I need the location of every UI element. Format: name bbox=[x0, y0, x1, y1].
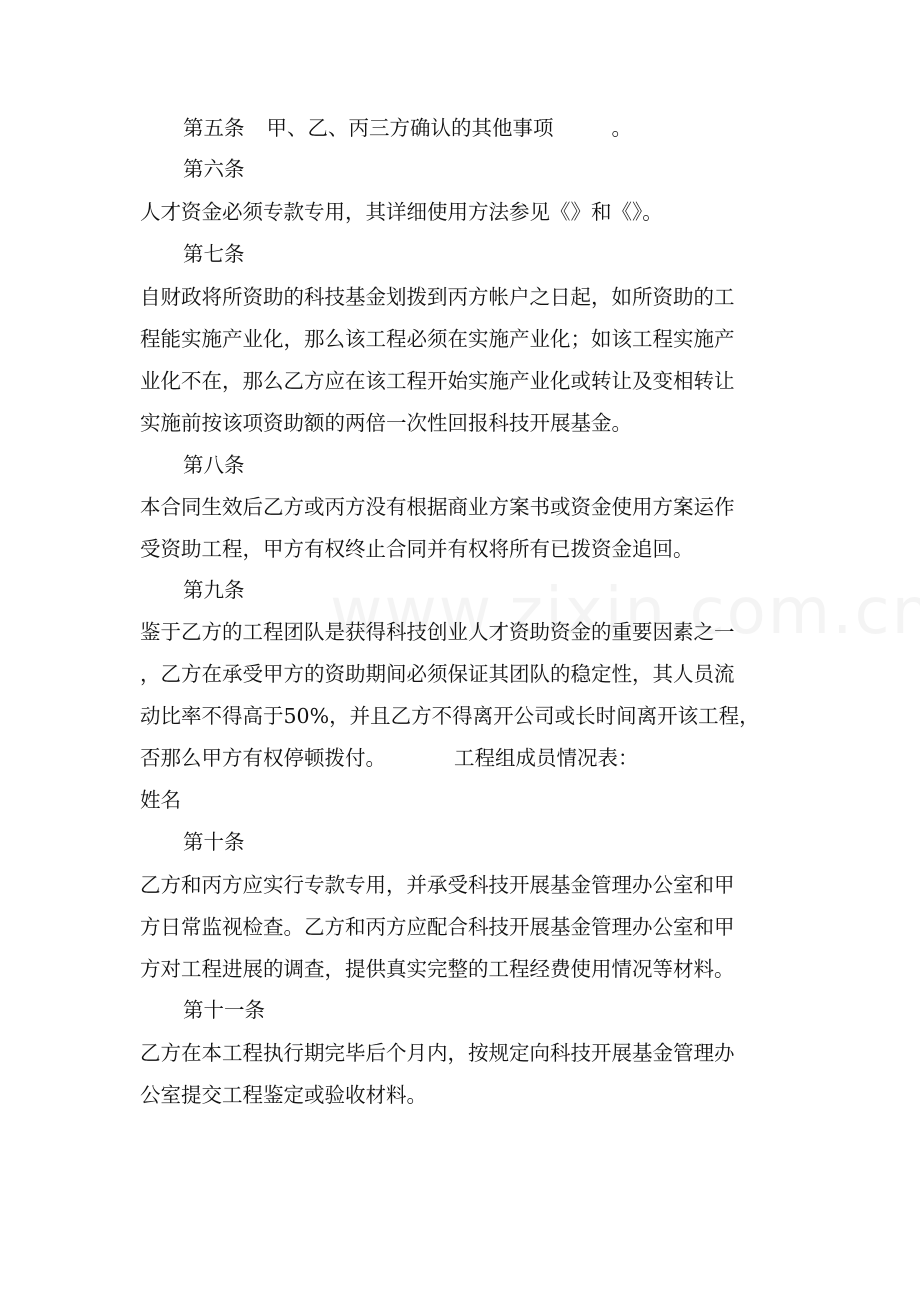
article-7-line-1: 自财政将所资助的科技基金划拨到丙方帐户之日起，如所资助的工 bbox=[140, 285, 735, 309]
article-10-line-1: 乙方和丙方应实行专款专用，并承受科技开展基金管理办公室和甲 bbox=[140, 873, 735, 897]
article-8-heading: 第八条 bbox=[183, 453, 245, 477]
article-7-line-3: 业化不在，那么乙方应在该工程开始实施产业化或转让及变相转让 bbox=[140, 369, 735, 393]
article-10-line-3: 方对工程进展的调查，提供真实完整的工程经费使用情况等材料。 bbox=[140, 957, 735, 981]
article-11-heading: 第十一条 bbox=[183, 998, 265, 1022]
article-8-line-1: 本合同生效后乙方或丙方没有根据商业方案书或资金使用方案运作 bbox=[140, 495, 735, 519]
article-6-line-1: 人才资金必须专款专用，其详细使用方法参见《》和《》。 bbox=[140, 200, 663, 224]
article-9-line-4 bbox=[140, 746, 639, 770]
article-5-title: 第五条 bbox=[183, 116, 245, 140]
team-table-header-name: 姓名 bbox=[140, 788, 181, 812]
article-7-line-4: 实施前按该项资助额的两倍一次性回报科技开展基金。 bbox=[140, 411, 632, 435]
article-9-line-3: 动比率不得高于50%，并且乙方不得离开公司或长时间离开该工程， bbox=[140, 704, 760, 728]
article-9-line-4-text: 否那么甲方有权停顿拨付。 bbox=[140, 746, 386, 770]
team-table-title: 工程组成员情况表： bbox=[454, 746, 639, 770]
article-8-line-2: 受资助工程，甲方有权终止合同并有权将所有已拨资金追回。 bbox=[140, 537, 694, 561]
article-6-heading: 第六条 bbox=[183, 157, 245, 181]
article-9-heading: 第九条 bbox=[183, 578, 245, 602]
article-11-line-1: 乙方在本工程执行期完毕后个月内，按规定向科技开展基金管理办 bbox=[140, 1041, 735, 1065]
article-10-line-2: 方日常监视检查。乙方和丙方应配合科技开展基金管理办公室和甲 bbox=[140, 915, 735, 939]
article-7-heading: 第七条 bbox=[183, 242, 245, 266]
article-9-line-2: ，乙方在承受甲方的资助期间必须保证其团队的稳定性，其人员流 bbox=[140, 662, 735, 686]
article-5-tail: 。 bbox=[611, 116, 632, 140]
article-10-heading: 第十条 bbox=[183, 830, 245, 854]
article-5-heading bbox=[183, 116, 632, 140]
article-9-line-1: 鉴于乙方的工程团队是获得科技创业人才资助资金的重要因素之一 bbox=[140, 620, 735, 644]
article-5-text: 甲、乙、丙三方确认的其他事项 bbox=[266, 116, 554, 140]
article-7-line-2: 程能实施产业化，那么该工程必须在实施产业化；如该工程实施产 bbox=[140, 327, 735, 351]
article-11-line-2: 公室提交工程鉴定或验收材料。 bbox=[140, 1083, 427, 1107]
